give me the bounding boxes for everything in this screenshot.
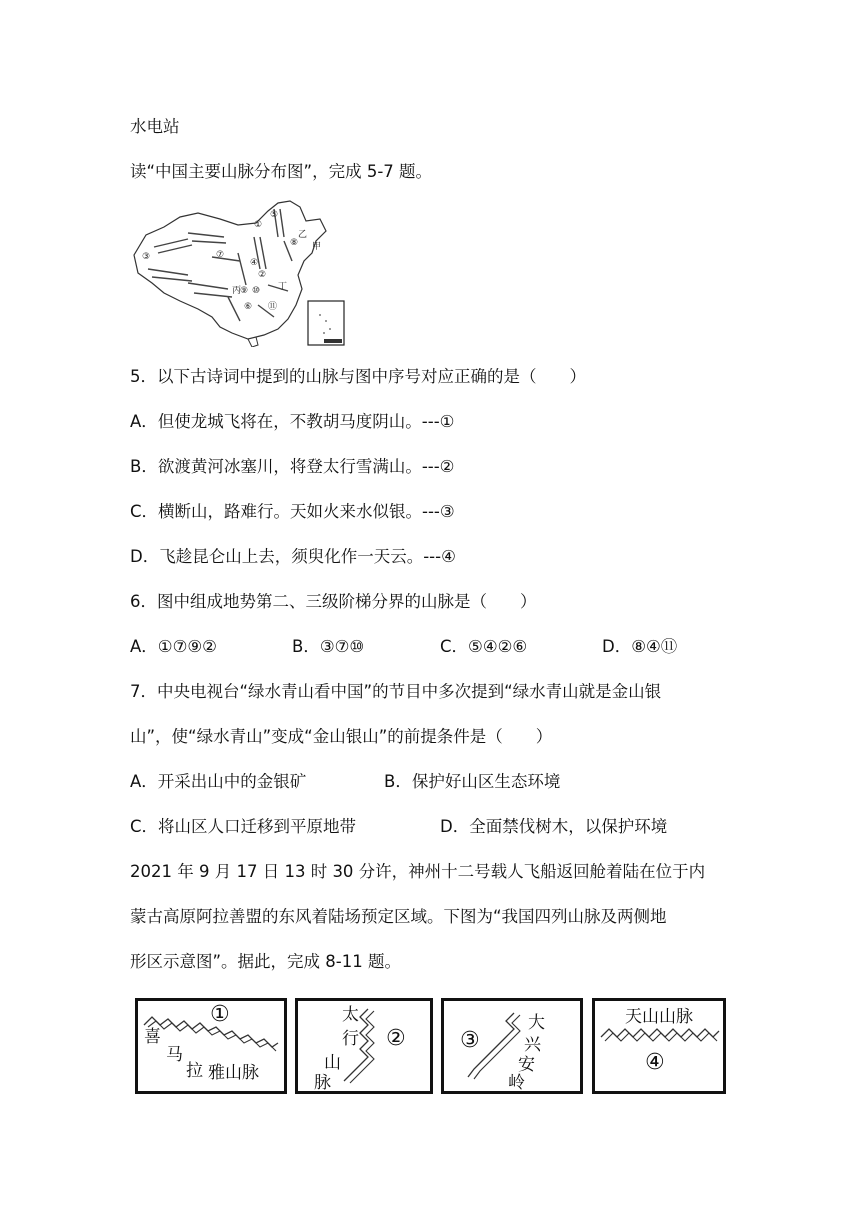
paragraph-line3: 形区示意图”。据此，完成 8-11 题。 — [130, 952, 401, 971]
svg-text:⑩: ⑩ — [252, 286, 261, 296]
svg-text:⑨: ⑨ — [240, 286, 249, 296]
q7-option-d: D．全面禁伐树木，以保护环境 — [440, 817, 668, 836]
svg-text:乙: 乙 — [298, 230, 308, 240]
svg-text:⑧: ⑧ — [290, 238, 299, 248]
panel-label: 兴 — [524, 1035, 541, 1055]
panel-himalaya — [135, 998, 287, 1094]
svg-text:④: ④ — [250, 258, 259, 268]
panel-label: 雅山脉 — [208, 1063, 259, 1083]
panel-label: 安 — [518, 1055, 535, 1075]
panel-label: 太 — [342, 1005, 359, 1025]
svg-text:⑥: ⑥ — [244, 302, 253, 312]
svg-text:①: ① — [254, 220, 263, 230]
q6-option-d: D．⑧④⑪ — [602, 637, 678, 656]
svg-text:丁: 丁 — [278, 282, 288, 292]
panel-number: ④ — [645, 1050, 665, 1075]
panel-label: 天山山脉 — [625, 1007, 693, 1027]
q6-option-b: B．③⑦⑩ — [292, 637, 365, 656]
panel-number: ② — [386, 1026, 406, 1051]
panel-label: 拉 — [186, 1061, 203, 1081]
question-7-line1: 7．中央电视台“绿水青山看中国”的节目中多次提到“绿水青山就是金山银 — [130, 682, 662, 701]
panel-label: 行 — [342, 1029, 359, 1049]
q6-option-a: A．①⑦⑨② — [130, 637, 217, 656]
china-mountain-map — [128, 197, 350, 347]
svg-text:丙: 丙 — [232, 286, 242, 296]
instruction-line: 读“中国主要山脉分布图”，完成 5-7 题。 — [130, 162, 433, 181]
svg-text:⑦: ⑦ — [216, 250, 225, 260]
panel-number: ③ — [460, 1028, 480, 1053]
q5-option-c: C．横断山，路难行。天如火来水似银。---③ — [130, 502, 455, 521]
panel-label: 大 — [528, 1013, 545, 1033]
q7-option-b: B．保护好山区生态环境 — [384, 772, 561, 791]
paragraph-line2: 蒙古高原阿拉善盟的东风着陆场预定区域。下图为“我国四列山脉及两侧地 — [130, 907, 667, 926]
svg-text:⑤: ⑤ — [270, 210, 279, 220]
panel-label: 岭 — [508, 1073, 525, 1093]
panel-label: 脉 — [314, 1073, 331, 1093]
panel-taihang — [295, 998, 433, 1094]
question-6: 6．图中组成地势第二、三级阶梯分界的山脉是（ ） — [130, 592, 537, 611]
svg-text:②: ② — [258, 270, 267, 280]
panel-label: 马 — [166, 1045, 183, 1065]
q5-option-a: A．但使龙城飞将在，不教胡马度阴山。---① — [130, 412, 455, 431]
panel-number: ① — [210, 1002, 230, 1027]
q5-option-b: B．欲渡黄河冰塞川，将登太行雪满山。---② — [130, 457, 455, 476]
panel-label: 山 — [324, 1053, 341, 1073]
panel-tianshan — [592, 998, 726, 1094]
question-7-line2: 山”，使“绿水青山”变成“金山银山”的前提条件是（ ） — [130, 727, 553, 746]
svg-text:③: ③ — [142, 252, 151, 262]
question-5: 5．以下古诗词中提到的山脉与图中序号对应正确的是（ ） — [130, 367, 586, 386]
q5-option-d: D．飞趁昆仑山上去，须臾化作一天云。---④ — [130, 547, 456, 566]
panel-label: 喜 — [144, 1027, 161, 1047]
china-map-graphic — [128, 197, 350, 347]
svg-text:甲: 甲 — [312, 242, 322, 252]
q7-option-a: A．开采出山中的金银矿 — [130, 772, 307, 791]
paragraph-line1: 2021 年 9 月 17 日 13 时 30 分许，神州十二号载人飞船返回舱着陆在位于内 — [130, 862, 706, 881]
panel-daxinganling — [441, 998, 583, 1094]
q7-option-c: C．将山区人口迁移到平原地带 — [130, 817, 357, 836]
q6-option-c: C．⑤④②⑥ — [440, 637, 528, 656]
svg-text:⑪: ⑪ — [268, 302, 278, 312]
text-line: 水电站 — [130, 117, 180, 136]
